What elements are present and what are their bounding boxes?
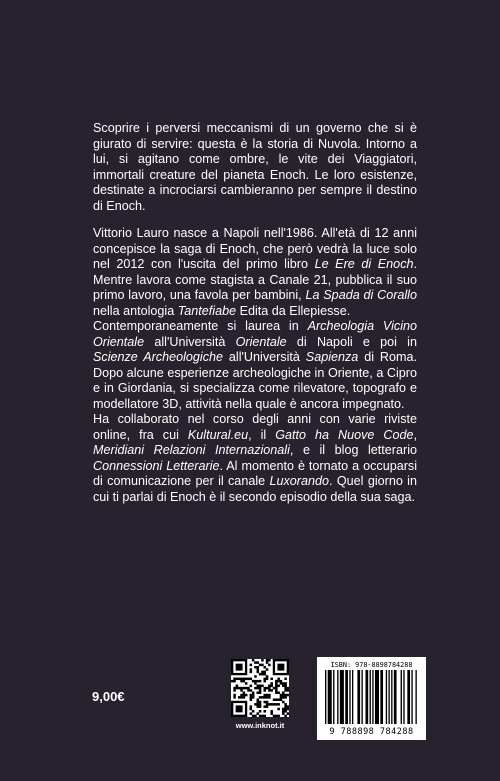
author-bio — [93, 226, 417, 505]
italic-title: Kultural.eu — [187, 427, 249, 442]
text-run: di Roma. Dopo alcune esperienze archeologiche in Oriente, a Cipro e in Giordania, si specializza come rilevatore, topografo e modellatore 3D, attività nella quale è ancora impegnato. — [93, 350, 417, 411]
text-run: , — [413, 427, 418, 442]
text-run: . Quel giorno in cui ti parlai di Enoch è il secondo episodio della sua saga. — [93, 474, 417, 504]
italic-title: Meridiani Relazioni Internazionali — [93, 443, 290, 457]
synopsis-paragraph: Scoprire i perversi meccanismi di un governo che si è giurato di servire: questa è la storia di Nuvola. Intorno a lui, si agitano come ombre, le vite dei Viaggiatori, immortali creature del pianeta Enoch. Le loro esistenze, destinate a incrociarsi cambieranno per sempre il destino di Enoch. — [93, 121, 417, 213]
ean-number: 9 788898 784288 — [329, 727, 414, 737]
barcode-icon — [317, 657, 426, 740]
italic-title: Orientale — [235, 334, 287, 349]
text-run: . Al momento è tornato a occuparsi di comunicazione per il canale — [93, 458, 417, 488]
price: 9,00€ — [92, 689, 125, 704]
text-run: Contemporaneamente si laurea in — [93, 319, 308, 333]
italic-title: Le Ere di Enoch — [314, 257, 414, 271]
website-link[interactable]: www.inknot.it — [235, 721, 285, 730]
italic-title: Archeologia Vicino Orientale — [93, 319, 417, 349]
text-run: all'Università — [223, 350, 306, 364]
text-run: , il — [248, 427, 276, 442]
qr-code-icon[interactable] — [231, 659, 289, 717]
italic-title: Connessioni Letterarie — [93, 458, 220, 473]
isbn-label: ISBN: 978-8898784288 — [330, 661, 413, 669]
text-run: , e il blog letterario — [289, 443, 417, 457]
bio-paragraph-2 — [93, 319, 417, 412]
italic-title: Scienze Archeologiche — [93, 350, 224, 364]
text-run: all'Università — [144, 334, 236, 349]
text-run: Edita da Ellepiesse. — [236, 303, 351, 318]
barcode-bars — [325, 670, 418, 724]
text-run: di Napoli e poi in — [286, 334, 417, 349]
italic-title: La Spada di Corallo — [305, 288, 417, 302]
bio-paragraph-1 — [93, 226, 417, 319]
qr-code-graphic — [231, 659, 289, 717]
italic-title: Gatto ha Nuove Code — [275, 427, 414, 442]
text-run: . Mentre lavora come stagista a Canale 21, pubblica il suo primo lavoro, una favola per bambini, — [93, 257, 417, 302]
bio-paragraph-3 — [93, 412, 417, 505]
italic-title: Luxorando — [269, 474, 330, 488]
italic-title: Sapienza — [305, 350, 359, 364]
synopsis — [93, 121, 417, 214]
text-run: Ha collaborato nel corso degli anni con varie riviste online, fra cui — [93, 412, 417, 442]
italic-title: Tantefiabe — [177, 303, 237, 318]
text-run: nella antologia — [93, 303, 178, 318]
text-run: Vittorio Lauro nasce a Napoli nell'1986. All'età di 12 anni concepisce la saga di Enoch, che però vedrà la luce solo nel 2012 con l'uscita del primo libro — [93, 226, 417, 271]
